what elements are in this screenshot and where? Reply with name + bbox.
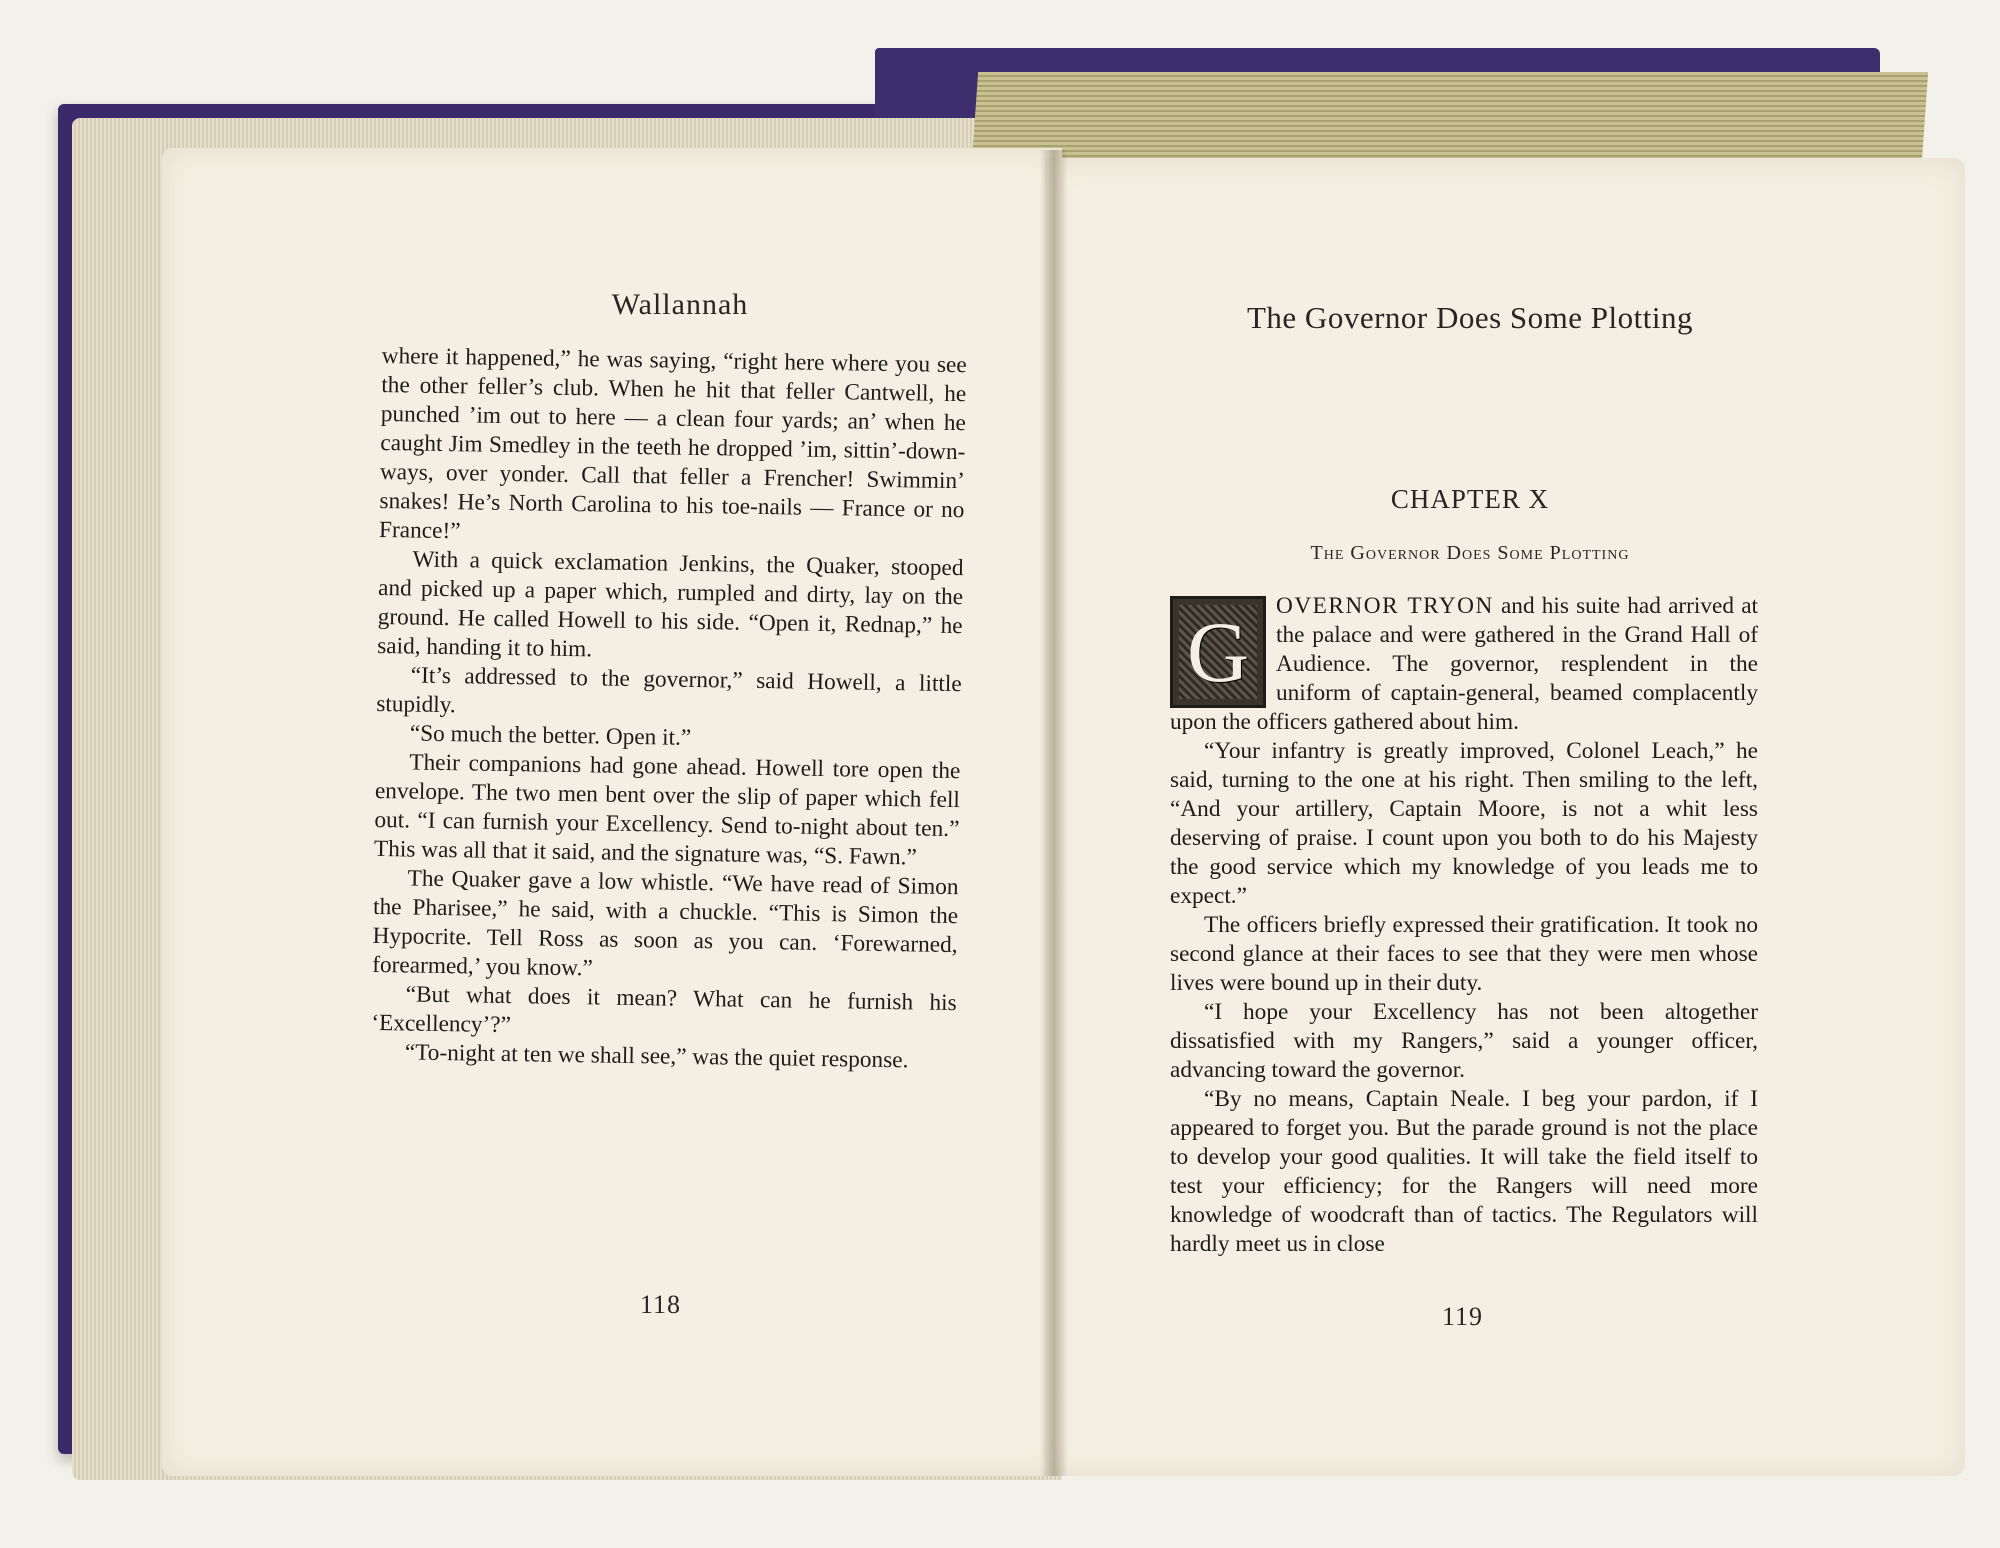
right-page-body [1170,592,1758,1259]
paragraph: “To-night at ten we shall see,” was the quiet response. [404,1039,909,1074]
paragraph: “So much the better. Open it.” [409,720,692,751]
paragraph: Their companions had gone ahead. Howell tore open the envelope. The two men bent over the slip of paper which fell out. “I can furnish your Excellency. Send to-night about ten.” This was all that it said, and the signature was, “S. Fawn.” [373,749,961,871]
paragraph: “I hope your Excellency has not been altogether dissatisfied with my Rangers,” said a younger officer, advancing toward the governor. [1170,999,1758,1083]
chapter-number: CHAPTER X [1390,484,1550,514]
page-number-left: 118 [640,1290,682,1319]
left-running-head: Wallannah [611,288,749,321]
gilt-page-edges-top [972,72,1928,162]
chapter-title: The Governor Does Some Plotting [1310,542,1630,564]
first-paragraph-text: and his suite had arrived at the palace and were gathered in the Grand Hall of Audience. The governor, resplendent in the uniform of captain-general, beamed complacently upon the officers gathered about him. [1170,593,1759,735]
lead-word: OVERNOR TRYON [1276,593,1494,619]
paragraph: where it happened,” he was saying, “right here where you see the other feller’s club. When he hit that feller Cantwell, he punched ’im out to here — a clean four yards; an’ when he caught Jim Smedley in the teeth he dropped ’im, sittin’-down-ways, over yonder. Call that feller a Frencher! Swimmin’ snakes! He’s North Carolina to his toe-nails — France or no France!” [378,342,967,545]
right-running-head: The Governor Does Some Plotting [1246,300,1693,335]
drop-cap-letter: G [1186,603,1250,700]
drop-cap-ornament [1170,596,1266,708]
first-paragraph [1170,592,1758,737]
paragraph: “But what does it mean? What can he furnish his ‘Excellency’?” [371,981,957,1039]
paragraph: The Quaker gave a low whistle. “We have read of Simon the Pharisee,” he said, with a chuckle. “This is Simon the Hypocrite. Tell Ross as soon as you can. ‘Forewarned, forearmed,’ you know.” [372,865,959,982]
paragraph: “By no means, Captain Neale. I beg your pardon, if I appeared to forget you. But the parade ground is not the place to develop your good qualities. It will take the field itself to test your efficiency; for the Rangers will need more knowledge of woodcraft than of tactics. The Regulators will hardly meet us in close [1170,1086,1758,1257]
left-page-body [371,342,967,1076]
book-gutter [1040,150,1068,1476]
paragraph: With a quick exclamation Jenkins, the Quaker, stooped and picked up a paper which, rumpled and dirty, lay on the ground. He called Howell to his side. “Open it, Rednap,” he said, handing it to him. [377,546,964,663]
paragraph: The officers briefly expressed their gratification. It took no second glance at their faces to see that they were men whose lives were bound up in their duty. [1170,912,1758,996]
paragraph: “Your infantry is greatly improved, Colonel Leach,” he said, turning to the one at his right. Then smiling to the left, “And your artillery, Captain Moore, is not a whit less deserving of praise. I count upon you both to do his Majesty the good service which my knowledge of you leads me to expect.” [1170,738,1758,909]
paragraph: “It’s addressed to the governor,” said Howell, a little stupidly. [376,662,962,719]
page-number-right: 119 [1442,1302,1484,1331]
